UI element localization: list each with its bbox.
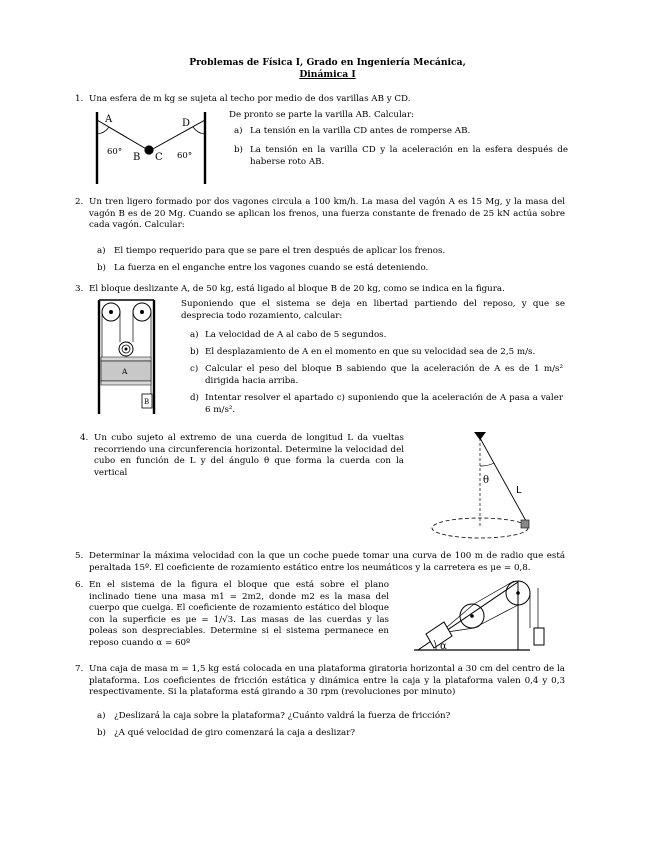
problem-3-b: El desplazamiento de A en el momento en que su velocidad sea de 2,5 m/s. [205,347,536,357]
problem-3-b-label: b) [190,347,199,357]
problem-7-a-label: a) [97,711,106,721]
figure-4-theta: θ [483,475,490,486]
problem-6-statement: En el sistema de la figura el bloque que está sobre el plano inclinado tiene una masa m1 = 2m2, donde m2 es la masa del cuerpo que cuelga. El coeficiente de rozamiento estático del bloque con la superficie es μe = 1/√3. Las masas de las cuerdas y las poleas son despreciables. Determine si el sistema permanece en reposo cuando α = 60º [89,580,389,648]
problem-1-statement: Una esfera de m kg se sujeta al techo por medio de dos varillas AB y CD. [89,94,411,104]
problem-3-statement: El bloque deslizante A, de 50 kg, está ligado al bloque B de 20 kg, como se indica en la figura. [89,284,505,294]
figure-1-label-A: A [105,114,113,125]
problem-3-d: Intentar resolver el apartado c) suponiendo que la aceleración de A pasa a valer 6 m/s². [205,393,563,415]
page-subtitle: Dinámica I [299,69,356,80]
problem-1-b-label: b) [234,145,243,155]
figure-sphere-rods [93,108,223,188]
figure-1-label-B: B [133,152,141,163]
figure-6-alpha: α [440,641,447,652]
problem-2-a: El tiempo requerido para que se pare el tren después de aplicar los frenos. [114,246,446,256]
figure-4-length: L [516,485,522,496]
problem-4-statement: Un cubo sujeto al extremo de una cuerda de longitud L da vueltas recorriendo una circunferencia horizontal. Determine la velocidad del cubo en función de L y del ángulo θ que forma la cuerda con la vertical [94,433,404,478]
figure-1-label-C: C [155,152,163,163]
figure-3-label-B: B [144,398,150,406]
problem-1-a-label: a) [234,126,243,136]
figure-conical-pendulum [428,430,568,542]
problem-1-intro: De pronto se parte la varilla AB. Calcular: [229,110,415,120]
problem-3-d-label: d) [190,393,199,403]
problem-3-a: La velocidad de A al cabo de 5 segundos. [205,330,387,340]
problem-5-number: 5. [75,551,84,561]
problem-7-number: 7. [75,664,84,674]
figure-1-angle-left: 60° [107,147,123,157]
problem-7-b: ¿A qué velocidad de giro comenzará la caja a deslizar? [114,728,356,738]
problem-5-statement: Determinar la máxima velocidad con la que un coche puede tomar una curva de 100 m de radio que está peraltada 15º. El coeficiente de rozamiento estático entre los neumáticos y la carretera es μe = 0,8. [89,551,565,573]
problem-2-statement: Un tren ligero formado por dos vagones circula a 100 km/h. La masa del vagón A es 15 Mg, y la masa del vagón B es de 20 Mg. Cuando se aplican los frenos, una fuerza constante de frenado de 25 kN actúa sobre cada vagón. Calcular: [89,197,565,230]
problem-3-intro: Suponiendo que el sistema se deja en libertad partiendo del reposo, y que se desprecia todo rozamiento, calcular: [181,299,565,321]
problem-2-b-label: b) [97,263,106,273]
problem-7-a: ¿Deslizará la caja sobre la plataforma? ¿Cuánto valdrá la fuerza de fricción? [114,711,451,721]
problem-4-number: 4. [80,433,89,443]
problem-3-c: Calcular el peso del bloque B sabiendo que la aceleración de A es de 1 m/s² dirigida hacia arriba. [205,364,563,386]
problem-3-a-label: a) [190,330,199,340]
figure-1-label-D: D [182,118,191,129]
page-title: Problemas de Física I, Grado en Ingeniería Mecánica, [189,57,466,68]
problem-2-b: La fuerza en el enganche entre los vagones cuando se está deteniendo. [114,263,429,273]
problem-7-statement: Una caja de masa m = 1,5 kg está colocada en una plataforma giratoria horizontal a 30 cm del centro de la plataforma. Los coeficientes de fricción estática y dinámica entre la caja y la plataforma valen 0,4 y 0,3 respectivamente. Si la plataforma está girando a 30 rpm (revoluciones por minuto) [89,664,565,697]
problem-1-b: La tensión en la varilla CD y la aceleración en la esfera después de haberse roto AB. [250,145,568,167]
figure-3-label-A: A [122,367,128,376]
problem-7-b-label: b) [97,728,106,738]
problem-1-a: La tensión en la varilla CD antes de romperse AB. [250,126,471,136]
problem-3-number: 3. [75,284,84,294]
figure-pulley-blocks [96,298,158,416]
problem-3-c-label: c) [190,364,199,374]
figure-1-angle-right: 60° [177,151,193,161]
problem-1-number: 1. [75,94,84,104]
problem-2-a-label: a) [97,246,106,256]
problem-2-number: 2. [75,197,84,207]
figure-inclined-plane [414,576,556,652]
problem-6-number: 6. [75,580,84,590]
